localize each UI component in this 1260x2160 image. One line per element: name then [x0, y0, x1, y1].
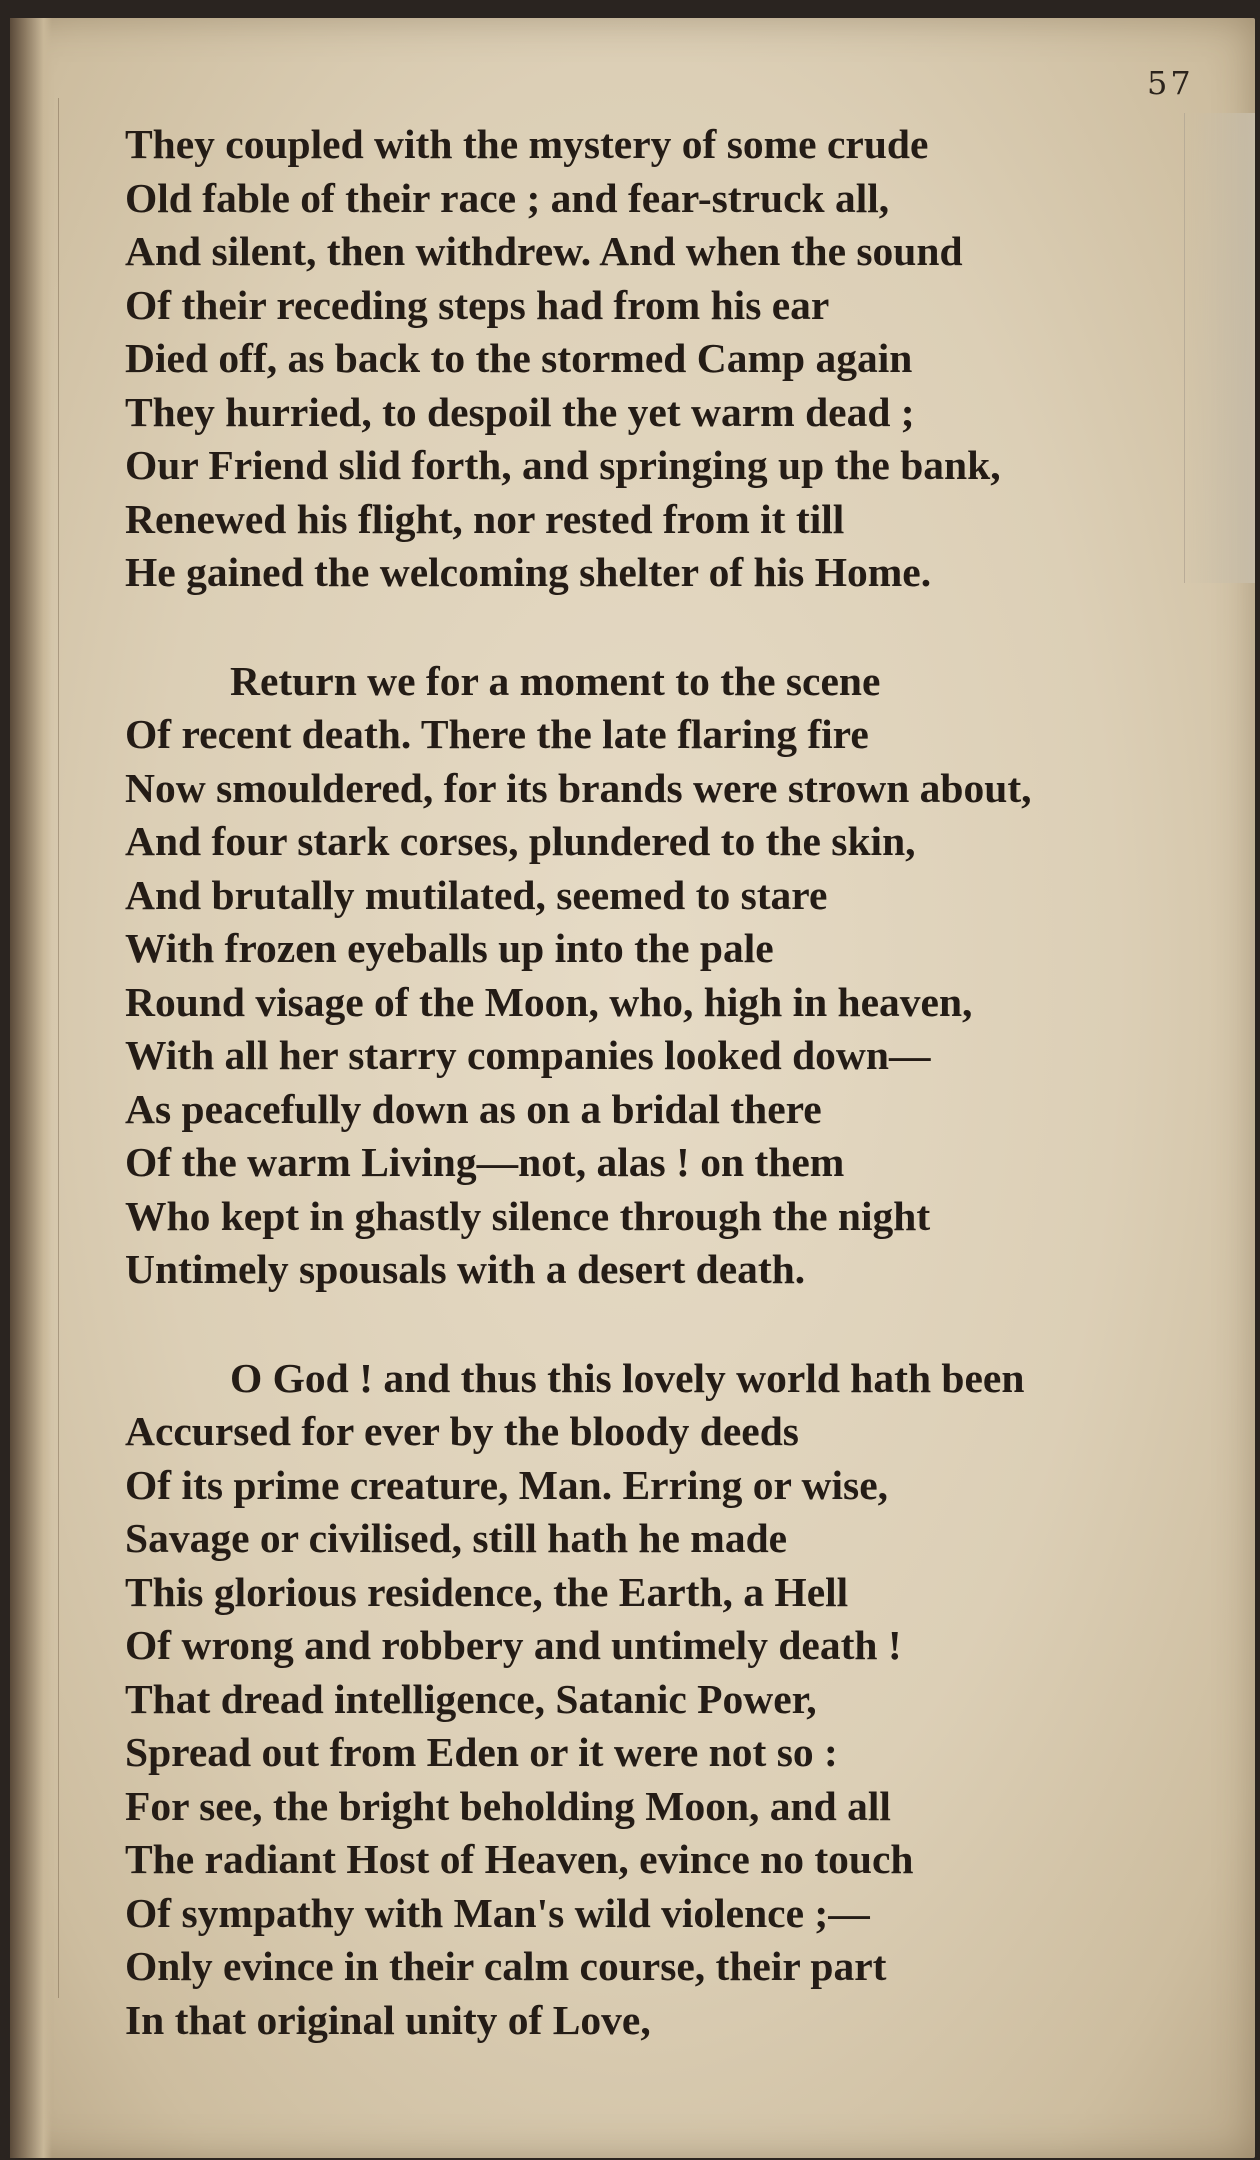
poem-line: With frozen eyeballs up into the pale — [125, 925, 774, 971]
poem-line: In that original unity of Love, — [125, 1996, 651, 2043]
poem-line: Renewed his flight, nor rested from it till — [125, 495, 845, 542]
poem-line: Return we for a moment to the scene — [230, 657, 881, 704]
poem-line: For see, the bright beholding Moon, and all — [125, 1782, 891, 1829]
poem-line: O God ! and thus this lovely world hath been — [230, 1354, 1025, 1401]
poem-line: Of wrong and robbery and untimely death ! — [125, 1622, 902, 1668]
poem-line: This glorious residence, the Earth, a Hell — [125, 1568, 849, 1615]
poem-line: The radiant Host of Heaven, evince no touch — [125, 1836, 914, 1882]
poem-line: Who kept in ghastly silence through the night — [125, 1192, 931, 1239]
poem-line: Savage or civilised, still hath he made — [125, 1515, 788, 1561]
poem-line: And four stark corses, plundered to the skin, — [125, 818, 916, 864]
poem-line: Old fable of their race ; and fear-struck all, — [125, 174, 890, 221]
poem-line: As peacefully down as on a bridal there — [125, 1085, 822, 1132]
poem-line: Of its prime creature, Man. Erring or wise, — [125, 1461, 888, 1508]
poem-line: Died off, as back to the stormed Camp again — [125, 335, 913, 381]
poem-line: Now smouldered, for its brands were strown about, — [125, 764, 1032, 811]
poem-line: They coupled with the mystery of some crude — [125, 121, 929, 167]
poem-line: He gained the welcoming shelter of his Home. — [125, 549, 932, 595]
poem-line: Round visage of the Moon, who, high in heaven, — [125, 978, 973, 1025]
poem-line: And silent, then withdrew. And when the sound — [125, 228, 963, 274]
poem-line: Spread out from Eden or it were not so : — [125, 1729, 838, 1775]
poem-line: Of sympathy with Man's wild violence ;— — [125, 1889, 870, 1936]
poem-line: And brutally mutilated, seemed to stare — [125, 871, 828, 918]
poem-line: Of the warm Living—not, alas ! on them — [125, 1139, 845, 1185]
stanza-2 — [125, 655, 1215, 1297]
poem-line: Of recent death. There the late flaring fire — [125, 711, 869, 757]
page-number: 57 — [1147, 64, 1194, 102]
paper-page — [10, 18, 1255, 2158]
poem-line: They hurried, to despoil the yet warm dead ; — [125, 388, 915, 435]
poem-text — [125, 118, 1215, 2047]
book-binding-edge — [10, 18, 52, 2158]
poem-line: That dread intelligence, Satanic Power, — [125, 1675, 817, 1722]
stanza-3 — [125, 1352, 1215, 2048]
poem-line: Of their receding steps had from his ear — [125, 281, 830, 328]
margin-rule — [58, 98, 59, 1998]
poem-line: Only evince in their calm course, their part — [125, 1943, 887, 1989]
poem-line: Untimely spousals with a desert death. — [125, 1246, 806, 1292]
poem-line: Accursed for ever by the bloody deeds — [125, 1408, 799, 1454]
poem-line: Our Friend slid forth, and springing up the bank, — [125, 442, 1001, 488]
poem-line: With all her starry companies looked down— — [125, 1032, 931, 1078]
stanza-1 — [125, 118, 1215, 600]
